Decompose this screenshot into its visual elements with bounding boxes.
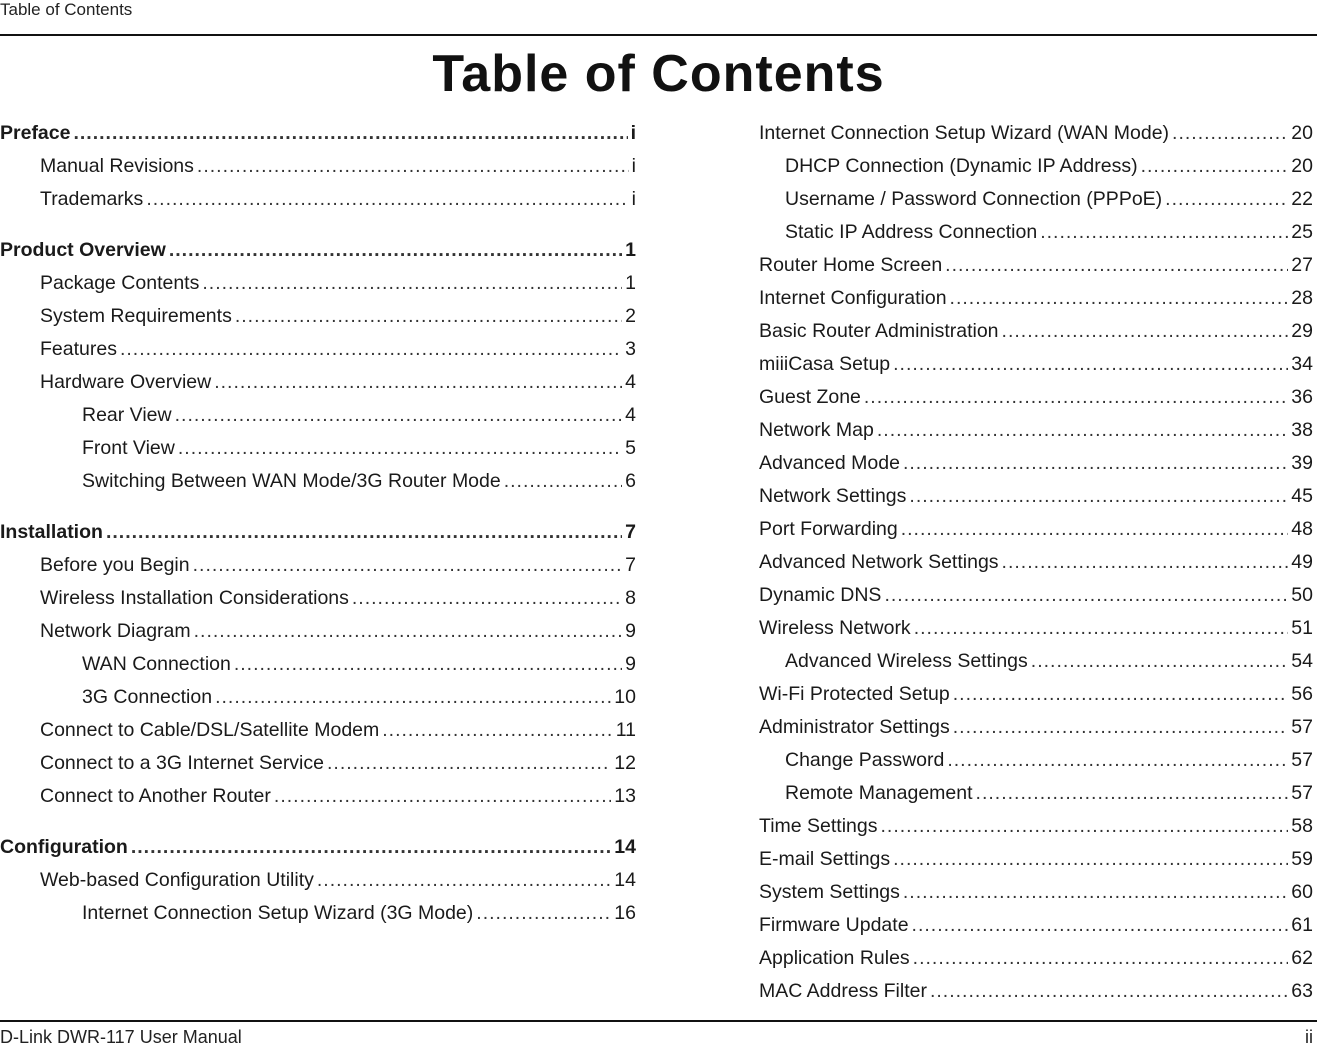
toc-dot-leader bbox=[903, 447, 1288, 480]
toc-page-number: 10 bbox=[614, 686, 636, 708]
toc-dot-leader bbox=[317, 864, 611, 897]
toc-dot-leader bbox=[912, 909, 1289, 942]
toc-left-column bbox=[0, 117, 636, 930]
toc-page-number: 51 bbox=[1291, 617, 1313, 639]
toc-entry-label: Wireless Network bbox=[759, 617, 911, 639]
toc-page-number: 1 bbox=[625, 272, 636, 294]
toc-page-number: 13 bbox=[614, 785, 636, 807]
toc-entry-label: Wi-Fi Protected Setup bbox=[759, 683, 950, 705]
toc-entry-label: Connect to a 3G Internet Service bbox=[40, 752, 324, 774]
toc-entry-label: Configuration bbox=[0, 836, 128, 858]
toc-entry-label: Basic Router Administration bbox=[759, 320, 999, 342]
toc-entry-package-contents[interactable] bbox=[0, 267, 636, 300]
toc-entry-label: Network Settings bbox=[759, 485, 907, 507]
toc-page-number: 57 bbox=[1291, 749, 1313, 771]
toc-page-number: 62 bbox=[1291, 947, 1313, 969]
toc-dot-leader bbox=[202, 267, 622, 300]
toc-entry-label: Router Home Screen bbox=[759, 254, 943, 276]
toc-dot-leader bbox=[877, 414, 1288, 447]
toc-dot-leader bbox=[504, 465, 622, 498]
toc-entry-administrator-settings[interactable] bbox=[759, 711, 1313, 744]
toc-entry-dhcp-connection[interactable] bbox=[759, 150, 1313, 183]
toc-page-number: 20 bbox=[1291, 122, 1313, 144]
toc-entry-label: Web-based Configuration Utility bbox=[40, 869, 314, 891]
toc-entry-network-map[interactable] bbox=[759, 414, 1313, 447]
toc-page-number: 38 bbox=[1291, 419, 1313, 441]
toc-dot-leader bbox=[913, 942, 1289, 975]
toc-entry-dynamic-dns[interactable] bbox=[759, 579, 1313, 612]
toc-entry-label: WAN Connection bbox=[82, 653, 231, 675]
toc-entry-wan-connection[interactable] bbox=[0, 648, 636, 681]
toc-entry-switching-modes[interactable] bbox=[0, 465, 636, 498]
toc-dot-leader bbox=[327, 747, 611, 780]
toc-page-number: i bbox=[630, 122, 636, 144]
toc-dot-leader bbox=[947, 744, 1288, 777]
toc-dot-leader bbox=[881, 810, 1289, 843]
toc-entry-label: Advanced Mode bbox=[759, 452, 900, 474]
toc-dot-leader bbox=[214, 366, 622, 399]
toc-entry-label: Network Map bbox=[759, 419, 874, 441]
toc-entry-label: Product Overview bbox=[0, 239, 166, 261]
toc-page-number: 4 bbox=[625, 371, 636, 393]
toc-page-number: 48 bbox=[1291, 518, 1313, 540]
toc-entry-label: Username / Password Connection (PPPoE) bbox=[785, 188, 1163, 210]
page-title: Table of Contents bbox=[432, 45, 885, 103]
toc-page-number: 56 bbox=[1291, 683, 1313, 705]
toc-entry-label: Dynamic DNS bbox=[759, 584, 882, 606]
toc-entry-wireless-installation[interactable] bbox=[0, 582, 636, 615]
toc-entry-connect-modem[interactable] bbox=[0, 714, 636, 747]
toc-entry-internet-configuration[interactable] bbox=[759, 282, 1313, 315]
toc-dot-leader bbox=[235, 300, 622, 333]
toc-entry-time-settings[interactable] bbox=[759, 810, 1313, 843]
toc-entry-configuration[interactable] bbox=[0, 831, 636, 864]
toc-entry-static-ip[interactable] bbox=[759, 216, 1313, 249]
toc-dot-leader bbox=[1172, 117, 1288, 150]
toc-entry-connect-another-router[interactable] bbox=[0, 780, 636, 813]
toc-dot-leader bbox=[1002, 546, 1289, 579]
toc-entry-label: Package Contents bbox=[40, 272, 200, 294]
toc-dot-leader bbox=[120, 333, 622, 366]
toc-entry-application-rules[interactable] bbox=[759, 942, 1313, 975]
toc-page-number: 54 bbox=[1291, 650, 1313, 672]
toc-entry-preface[interactable] bbox=[0, 117, 636, 150]
toc-entry-label: Internet Connection Setup Wizard (WAN Mode) bbox=[759, 122, 1170, 144]
toc-entry-label: Trademarks bbox=[40, 188, 144, 210]
toc-dot-leader bbox=[1040, 216, 1288, 249]
toc-entry-label: Firmware Update bbox=[759, 914, 909, 936]
toc-page-number: 8 bbox=[625, 587, 636, 609]
toc-page-number: i bbox=[631, 188, 636, 210]
toc-page-number: 6 bbox=[625, 470, 636, 492]
toc-page-number: 25 bbox=[1291, 221, 1313, 243]
toc-dot-leader bbox=[131, 831, 611, 864]
toc-entry-label: 3G Connection bbox=[82, 686, 213, 708]
toc-entry-label: Internet Configuration bbox=[759, 287, 947, 309]
footer-manual-name: D-Link DWR-117 User Manual bbox=[0, 1027, 242, 1047]
toc-entry-label: miiiCasa Setup bbox=[759, 353, 891, 375]
toc-dot-leader bbox=[352, 582, 622, 615]
toc-entry-label: Port Forwarding bbox=[759, 518, 898, 540]
toc-entry-features[interactable] bbox=[0, 333, 636, 366]
toc-dot-leader bbox=[274, 780, 611, 813]
toc-entry-label: System Settings bbox=[759, 881, 900, 903]
toc-page-number: 22 bbox=[1291, 188, 1313, 210]
toc-entry-wireless-network[interactable] bbox=[759, 612, 1313, 645]
toc-entry-label: E-mail Settings bbox=[759, 848, 891, 870]
toc-page-number: 9 bbox=[625, 653, 636, 675]
toc-entry-router-home-screen[interactable] bbox=[759, 249, 1313, 282]
toc-entry-label: Wireless Installation Considerations bbox=[40, 587, 349, 609]
toc-dot-leader bbox=[73, 117, 627, 150]
toc-entry-connect-3g-service[interactable] bbox=[0, 747, 636, 780]
toc-page-number: 14 bbox=[614, 869, 636, 891]
toc-entry-label: Switching Between WAN Mode/3G Router Mode bbox=[82, 470, 501, 492]
toc-page-number: 58 bbox=[1291, 815, 1313, 837]
toc-dot-leader bbox=[930, 975, 1288, 1008]
toc-entry-label: Administrator Settings bbox=[759, 716, 950, 738]
toc-dot-leader bbox=[146, 183, 628, 216]
toc-page-number: 59 bbox=[1291, 848, 1313, 870]
toc-entry-label: Connect to Cable/DSL/Satellite Modem bbox=[40, 719, 380, 741]
toc-dot-leader bbox=[197, 150, 629, 183]
toc-entry-setup-wizard-wan[interactable] bbox=[759, 117, 1313, 150]
footer-divider bbox=[0, 1020, 1317, 1022]
toc-dot-leader bbox=[175, 399, 623, 432]
toc-page-number: 50 bbox=[1291, 584, 1313, 606]
toc-entry-basic-router-admin[interactable] bbox=[759, 315, 1313, 348]
toc-page-number: 16 bbox=[614, 902, 636, 924]
toc-entry-web-config-utility[interactable] bbox=[0, 864, 636, 897]
toc-entry-label: DHCP Connection (Dynamic IP Address) bbox=[785, 155, 1138, 177]
toc-page-number: 27 bbox=[1291, 254, 1313, 276]
toc-page-number: 45 bbox=[1291, 485, 1313, 507]
toc-entry-label: Remote Management bbox=[785, 782, 973, 804]
toc-dot-leader bbox=[914, 612, 1289, 645]
toc-dot-leader bbox=[950, 282, 1289, 315]
toc-entry-label: Advanced Wireless Settings bbox=[785, 650, 1028, 672]
toc-page-number: 11 bbox=[615, 719, 636, 741]
toc-entry-pppoe-connection[interactable] bbox=[759, 183, 1313, 216]
toc-page-number: 20 bbox=[1291, 155, 1313, 177]
toc-entry-advanced-wireless-settings[interactable] bbox=[759, 645, 1313, 678]
toc-dot-leader bbox=[1165, 183, 1288, 216]
toc-entry-system-requirements[interactable] bbox=[0, 300, 636, 333]
toc-entry-label: Guest Zone bbox=[759, 386, 861, 408]
toc-dot-leader bbox=[193, 549, 623, 582]
toc-dot-leader bbox=[945, 249, 1288, 282]
toc-dot-leader bbox=[864, 381, 1288, 414]
toc-entry-network-diagram[interactable] bbox=[0, 615, 636, 648]
toc-page-number: 34 bbox=[1291, 353, 1313, 375]
toc-dot-leader bbox=[215, 681, 611, 714]
toc-entry-before-you-begin[interactable] bbox=[0, 549, 636, 582]
toc-entry-hardware-overview[interactable] bbox=[0, 366, 636, 399]
toc-page-number: 29 bbox=[1291, 320, 1313, 342]
toc-entry-manual-revisions[interactable] bbox=[0, 150, 636, 183]
toc-page-number: 5 bbox=[625, 437, 636, 459]
toc-entry-network-settings[interactable] bbox=[759, 480, 1313, 513]
toc-page-number: 61 bbox=[1291, 914, 1313, 936]
toc-page-number: 39 bbox=[1291, 452, 1313, 474]
toc-entry-firmware-update[interactable] bbox=[759, 909, 1313, 942]
toc-dot-leader bbox=[194, 615, 623, 648]
toc-dot-leader bbox=[893, 348, 1288, 381]
toc-entry-system-settings[interactable] bbox=[759, 876, 1313, 909]
toc-page-number: 57 bbox=[1291, 782, 1313, 804]
toc-entry-remote-management[interactable] bbox=[759, 777, 1313, 810]
toc-right-column bbox=[759, 117, 1313, 1008]
toc-dot-leader bbox=[476, 897, 611, 930]
toc-dot-leader bbox=[1141, 150, 1289, 183]
toc-page-number: 2 bbox=[625, 305, 636, 327]
toc-dot-leader bbox=[953, 678, 1289, 711]
toc-page-number: 63 bbox=[1291, 980, 1313, 1002]
toc-page-number: 7 bbox=[625, 521, 636, 543]
toc-page-number: 36 bbox=[1291, 386, 1313, 408]
toc-entry-trademarks[interactable] bbox=[0, 183, 636, 216]
toc-entry-label: System Requirements bbox=[40, 305, 232, 327]
toc-entry-change-password[interactable] bbox=[759, 744, 1313, 777]
toc-entry-label: Network Diagram bbox=[40, 620, 191, 642]
toc-dot-leader bbox=[901, 513, 1289, 546]
header-divider bbox=[0, 34, 1317, 36]
toc-entry-label: MAC Address Filter bbox=[759, 980, 927, 1002]
toc-page-number: 4 bbox=[625, 404, 636, 426]
toc-entry-label: Manual Revisions bbox=[40, 155, 194, 177]
toc-page-number: 7 bbox=[625, 554, 636, 576]
toc-entry-product-overview[interactable] bbox=[0, 234, 636, 267]
toc-dot-leader bbox=[106, 516, 622, 549]
toc-page-number: 28 bbox=[1291, 287, 1313, 309]
toc-page-number: 60 bbox=[1291, 881, 1313, 903]
toc-entry-rear-view[interactable] bbox=[0, 399, 636, 432]
toc-entry-front-view[interactable] bbox=[0, 432, 636, 465]
toc-entry-mac-address-filter[interactable] bbox=[759, 975, 1313, 1008]
toc-entry-label: Rear View bbox=[82, 404, 172, 426]
toc-page-number: 3 bbox=[625, 338, 636, 360]
toc-entry-wifi-protected-setup[interactable] bbox=[759, 678, 1313, 711]
toc-page-number: 1 bbox=[625, 239, 636, 261]
toc-entry-label: Before you Begin bbox=[40, 554, 190, 576]
toc-dot-leader bbox=[884, 579, 1288, 612]
toc-entry-port-forwarding[interactable] bbox=[759, 513, 1313, 546]
toc-entry-label: Change Password bbox=[785, 749, 945, 771]
toc-entry-advanced-mode[interactable] bbox=[759, 447, 1313, 480]
toc-dot-leader bbox=[169, 234, 622, 267]
toc-entry-label: Installation bbox=[0, 521, 103, 543]
toc-entry-miiicasa-setup[interactable] bbox=[759, 348, 1313, 381]
toc-dot-leader bbox=[953, 711, 1289, 744]
toc-entry-email-settings[interactable] bbox=[759, 843, 1313, 876]
toc-dot-leader bbox=[234, 648, 622, 681]
toc-dot-leader bbox=[178, 432, 622, 465]
toc-entry-label: Time Settings bbox=[759, 815, 878, 837]
toc-entry-guest-zone[interactable] bbox=[759, 381, 1313, 414]
toc-page-number: i bbox=[631, 155, 636, 177]
running-header-title: Table of Contents bbox=[0, 0, 133, 19]
toc-page-number: 12 bbox=[614, 752, 636, 774]
footer-page-number: ii bbox=[1305, 1027, 1313, 1047]
toc-dot-leader bbox=[909, 480, 1288, 513]
toc-entry-label: Advanced Network Settings bbox=[759, 551, 999, 573]
toc-page-number: 14 bbox=[614, 836, 636, 858]
toc-dot-leader bbox=[1031, 645, 1289, 678]
toc-entry-label: Front View bbox=[82, 437, 175, 459]
toc-dot-leader bbox=[1002, 315, 1289, 348]
toc-entry-label: Application Rules bbox=[759, 947, 910, 969]
toc-entry-label: Hardware Overview bbox=[40, 371, 212, 393]
toc-dot-leader bbox=[976, 777, 1289, 810]
toc-entry-label: Preface bbox=[0, 122, 71, 144]
toc-entry-setup-wizard-3g[interactable] bbox=[0, 897, 636, 930]
toc-dot-leader bbox=[903, 876, 1288, 909]
toc-entry-label: Static IP Address Connection bbox=[785, 221, 1038, 243]
toc-entry-installation[interactable] bbox=[0, 516, 636, 549]
toc-dot-leader bbox=[382, 714, 612, 747]
toc-page-number: 49 bbox=[1291, 551, 1313, 573]
toc-entry-3g-connection[interactable] bbox=[0, 681, 636, 714]
toc-dot-leader bbox=[893, 843, 1288, 876]
toc-page-number: 57 bbox=[1291, 716, 1313, 738]
toc-entry-label: Internet Connection Setup Wizard (3G Mode) bbox=[82, 902, 474, 924]
toc-entry-advanced-network-settings[interactable] bbox=[759, 546, 1313, 579]
toc-entry-label: Features bbox=[40, 338, 117, 360]
toc-page-number: 9 bbox=[625, 620, 636, 642]
toc-entry-label: Connect to Another Router bbox=[40, 785, 271, 807]
